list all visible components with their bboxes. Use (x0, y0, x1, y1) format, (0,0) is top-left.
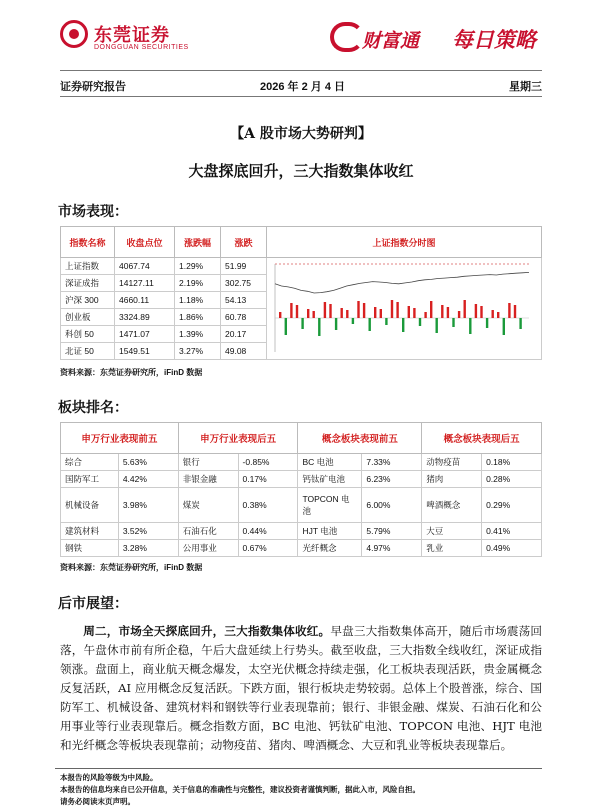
index-pct: 2.19% (175, 275, 221, 292)
sector-pct: 0.41% (482, 523, 542, 540)
volume-bar (441, 305, 443, 318)
header-info-row (60, 78, 542, 94)
market-header-cell: 指数名称 (61, 227, 115, 258)
index-close: 3324.89 (115, 309, 175, 326)
volume-bar (285, 318, 287, 335)
index-change: 49.08 (221, 343, 267, 360)
table-row (61, 454, 542, 471)
sector-name: 啤酒概念 (422, 488, 482, 523)
sector-pct: 0.44% (238, 523, 298, 540)
outlook-body: 早盘三大指数集体高开，随后市场震荡回落，午盘休市前有所企稳，午后大盘延续上行势头。截至收盘，三大指数全线收红，深证成指领涨。盘面上，商业航天概念爆发，太空光伏概念持续走强，化工板块表现活跃，贵金属概念反复活跃，AI 应用概念反复活跃。下跌方面，银行板块走势较弱。总体上个股普涨，综合、国防军工、机械设备、建筑材料和钢铁等行业表现靠前；银行、非银金融、煤炭、石油石化和公用事业等行业表现靠后。概念指数方面，BC 电池、钙钛矿电池、TOPCON 电池、HJT 电池和光纤概念等板块表现靠前；动物疫苗、猪肉、啤酒概念、大豆和乳业等板块表现靠后。 (60, 624, 542, 752)
volume-bar (430, 301, 432, 318)
index-pct: 1.29% (175, 258, 221, 275)
volume-bar (419, 318, 421, 326)
volume-bar (335, 318, 337, 330)
volume-bar (402, 318, 404, 332)
sector-pct: 6.00% (362, 488, 422, 523)
volume-bar (413, 308, 415, 318)
footer-divider (55, 768, 542, 769)
sector-table-header (61, 423, 542, 454)
volume-bar (486, 318, 488, 328)
sector-name: 猪肉 (422, 471, 482, 488)
report-weekday: 星期三 (509, 81, 542, 93)
volume-bar (464, 300, 466, 318)
sector-pct: 6.23% (362, 471, 422, 488)
report-type: 证券研究报告 (60, 81, 126, 93)
volume-bar (508, 303, 510, 318)
volume-bar (296, 305, 298, 318)
volume-bar (329, 304, 331, 318)
sector-name: 钙钛矿电池 (298, 471, 362, 488)
volume-bar (341, 308, 343, 318)
index-name: 科创 50 (61, 326, 115, 343)
volume-bar (307, 309, 309, 318)
brand-name: 财富通 (362, 30, 420, 52)
sector-pct: -0.85% (238, 454, 298, 471)
broker-seal-icon (60, 20, 88, 48)
volume-bar (396, 302, 398, 318)
volume-bar (380, 309, 382, 318)
sector-name: 国防军工 (61, 471, 119, 488)
sector-header-cell: 概念板块表现前五 (298, 423, 422, 454)
sector-section-title: 板块排名： (58, 399, 128, 415)
index-change: 302.75 (221, 275, 267, 292)
sector-name: HJT 电池 (298, 523, 362, 540)
volume-bar (503, 318, 505, 335)
volume-bar (514, 305, 516, 318)
footer-disclaimer: 本报告的信息均来自已公开信息，关于信息的准确性与完整性，建议投资者谨慎判断，据此入市，风险自担。 (60, 785, 420, 794)
volume-bar (374, 307, 376, 318)
index-name: 上证指数 (61, 258, 115, 275)
broker-name: 东莞证券 (94, 25, 170, 46)
index-close: 4660.11 (115, 292, 175, 309)
sector-header-cell: 申万行业表现后五 (178, 423, 298, 454)
index-close: 14127.11 (115, 275, 175, 292)
index-close: 1549.51 (115, 343, 175, 360)
price-line (275, 272, 529, 293)
sector-pct: 4.97% (362, 540, 422, 557)
chart-header: 上证指数分时图 (267, 227, 542, 258)
volume-bar (324, 302, 326, 318)
volume-bar (363, 303, 365, 318)
index-change: 54.13 (221, 292, 267, 309)
volume-bar (492, 310, 494, 318)
volume-bar (346, 310, 348, 318)
brand-swoosh-icon (330, 22, 364, 52)
volume-bar (469, 318, 471, 334)
market-header-cell: 涨跌幅 (175, 227, 221, 258)
index-pct: 3.27% (175, 343, 221, 360)
footer-notice: 请务必阅读末页声明。 (60, 797, 135, 806)
sector-name: 钢铁 (61, 540, 119, 557)
report-subtitle: 大盘探底回升，三大指数集体收红 (188, 162, 414, 180)
sector-name: 光纤概念 (298, 540, 362, 557)
volume-bar (447, 307, 449, 318)
footer-risk: 本报告的风险等级为中风险。 (60, 773, 158, 782)
volume-bar (301, 318, 303, 329)
index-close: 1471.07 (115, 326, 175, 343)
table-row (61, 488, 542, 523)
index-change: 51.99 (221, 258, 267, 275)
sector-pct: 3.28% (118, 540, 178, 557)
broker-logo (60, 14, 220, 54)
index-name: 创业板 (61, 309, 115, 326)
index-change: 20.17 (221, 326, 267, 343)
volume-bar (452, 318, 454, 327)
sector-pct: 0.49% (482, 540, 542, 557)
sector-pct: 0.29% (482, 488, 542, 523)
sector-pct: 0.28% (482, 471, 542, 488)
sector-pct: 3.52% (118, 523, 178, 540)
volume-bar (290, 303, 292, 318)
table-row (61, 540, 542, 557)
volume-bar (313, 311, 315, 318)
sector-source: 资料来源：东莞证券研究所，iFinD 数据 (60, 563, 203, 572)
outlook-lead: 周二，市场全天探底回升，三大指数集体收红。 (83, 624, 331, 638)
sector-name: 机械设备 (61, 488, 119, 523)
sector-name: 大豆 (422, 523, 482, 540)
index-name: 深证成指 (61, 275, 115, 292)
market-source: 资料来源：东莞证券研究所，iFinD 数据 (60, 368, 203, 377)
sector-name: 综合 (61, 454, 119, 471)
brand-logo (330, 22, 550, 58)
sector-name: BC 电池 (298, 454, 362, 471)
sector-pct: 0.67% (238, 540, 298, 557)
sector-name: 银行 (178, 454, 238, 471)
sector-name: 石油石化 (178, 523, 238, 540)
index-close: 4067.74 (115, 258, 175, 275)
volume-bar (318, 318, 320, 336)
sector-pct: 5.63% (118, 454, 178, 471)
sector-pct: 7.33% (362, 454, 422, 471)
intraday-chart (267, 258, 535, 356)
volume-bar (458, 311, 460, 318)
volume-bar (357, 301, 359, 318)
table-row (61, 523, 542, 540)
report-title: 【A 股市场大势研判】 (230, 126, 372, 142)
sector-name: 建筑材料 (61, 523, 119, 540)
sector-header-cell: 概念板块表现后五 (422, 423, 542, 454)
sector-table (60, 422, 542, 557)
volume-bar (480, 306, 482, 318)
sector-pct: 0.18% (482, 454, 542, 471)
market-table (60, 226, 542, 360)
sector-pct: 0.38% (238, 488, 298, 523)
sector-header-cell: 申万行业表现前五 (61, 423, 179, 454)
header-divider-bottom (60, 96, 542, 97)
outlook-section-title: 后市展望： (58, 595, 128, 611)
table-row (61, 471, 542, 488)
sector-name: 公用事业 (178, 540, 238, 557)
sector-pct: 5.79% (362, 523, 422, 540)
index-name: 北证 50 (61, 343, 115, 360)
market-header-cell: 涨跌 (221, 227, 267, 258)
chart-cell (267, 258, 542, 360)
volume-bar (497, 312, 499, 318)
brand-product: 每日策略 (452, 28, 536, 52)
volume-bar (475, 304, 477, 318)
volume-bar (424, 312, 426, 318)
volume-bar (279, 312, 281, 318)
volume-bar (519, 318, 521, 329)
outlook-paragraph (60, 622, 542, 755)
market-section-title: 市场表现： (58, 203, 128, 219)
header-divider-top (60, 70, 542, 71)
sector-name: 动物疫苗 (422, 454, 482, 471)
sector-pct: 0.17% (238, 471, 298, 488)
sector-pct: 3.98% (118, 488, 178, 523)
sector-name: 非银金融 (178, 471, 238, 488)
sector-name: TOPCON 电池 (298, 488, 362, 523)
volume-bar (391, 300, 393, 318)
volume-bar (352, 318, 354, 324)
volume-bar (385, 318, 387, 325)
report-date: 2026 年 2 月 4 日 (260, 81, 345, 93)
sector-pct: 4.42% (118, 471, 178, 488)
volume-bar (369, 318, 371, 331)
volume-bar (436, 318, 438, 333)
market-table-header (61, 227, 542, 258)
volume-bar (408, 306, 410, 318)
sector-name: 乳业 (422, 540, 482, 557)
index-name: 沪深 300 (61, 292, 115, 309)
index-pct: 1.39% (175, 326, 221, 343)
sector-name: 煤炭 (178, 488, 238, 523)
index-change: 60.78 (221, 309, 267, 326)
market-header-cell: 收盘点位 (115, 227, 175, 258)
index-pct: 1.86% (175, 309, 221, 326)
index-pct: 1.18% (175, 292, 221, 309)
broker-name-en: DONGGUAN SECURITIES (94, 44, 189, 51)
table-row (61, 258, 542, 275)
